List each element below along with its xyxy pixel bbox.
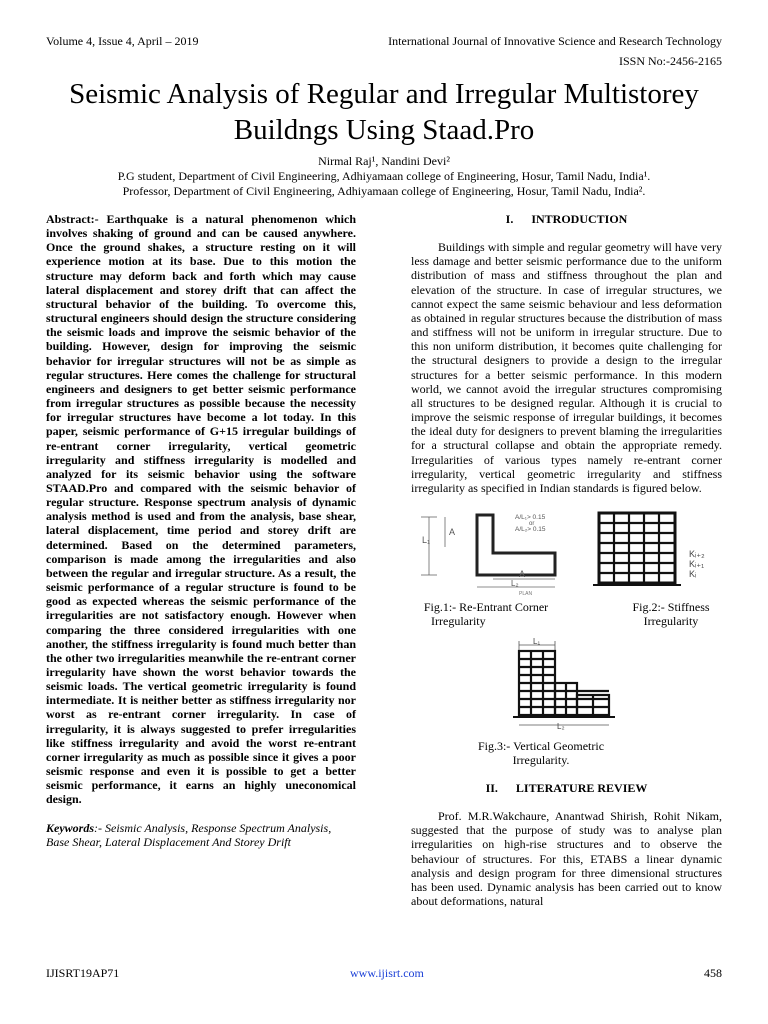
fig1-l2-label: L₂ [511,578,519,588]
fig1-caption [411,600,561,628]
section-heading-introduction [411,212,722,226]
footer-url[interactable]: www.ijisrt.com [350,966,424,980]
figure-3-block [411,637,722,767]
paper-title: Seismic Analysis of Regular and Irregular Multistorey Buildngs Using Staad.Pro [69,78,699,146]
fig1-plan-label: PLAN [519,590,533,597]
footer-paper-code: IJISRT19AP71 [46,966,120,980]
figure-row [411,509,722,631]
issn: ISSN No:-2456-2165 [618,54,722,68]
fig2-k2: Kᵢ₊₁ [689,558,705,569]
fig2-caption [617,600,725,628]
introduction-paragraph: Buildings with simple and regular geometry will have very less damage and better seismic performance due to the uniform distribution of mass and stiffness throughout the plan and elevation of the structure. In case of irregular structures, we cannot expect the same seismic behaviour and less deformation as obtained in regular structures because the distribution of mass and stiffness will not be uniform in irregular structure. Due to this non uniform distribution, it becomes quite challenging for the structural designers to provide a design to the irregular structures for a better seismic performance. In this modern world, we cannot avoid the irregular structures compromising all structures to be designed regular. Although it is crucial to improve the seismic response of irregular buildings, it becomes the ideal duty for designers to prevent blaming the irregularities for a structural collapse and obtain the appropriate remedy. Irregularities of various types namely re-entrant corner irregularity, vertical geometric irregularity and stiffness irregularity as specified in Indian standards is figured below. [411,240,722,495]
fig2-caption-line1: Fig.2:- Stiffness [632,599,710,614]
fig1-ratio1: A/L₁> 0.15 [515,513,546,521]
author-block [20,154,748,199]
fig1-caption-line2: Irregularity [431,613,486,628]
abstract: Abstract:- Earthquake is a natural phenomenon which involves shaking of ground and can be caused anywhere. Once the ground shakes, a structure resting on it will experience motion at its base. Due to this motion the structure may deform back and forth which may cause lateral displacement and storey drift that can affect the structural behavior of the building. To overcome this, structural engineers should design the structure considering the seismic loads and improve the seismic behavior of the building. However, design for improving the seismic behavior for irregular structures will not be as simple as regular structures. Here comes the challenge for structural engineers and designers to get better seismic performance from irregular structures as possible because the necessity for irregular structures have become a lot today. In this paper, seismic performance of G+15 irregular buildings of re-entrant corner irregularity, vertical geometric irregularity and stiffness irregularity is modelled and analyzed for its seismic behavior using the software STAAD.Pro and compared with the seismic behavior of regular structure. Response spectrum analysis of dynamic analysis method is used and from the analysis, base shear, lateral displacement, time period and storey drift are determined. Based on the determined parameters, comparison is made among the irregularities and also between the regular and irregular structure. As a result, the seismic performance of a regular structure is found to be good as expected whereas the seismic performance of the irregularities are not satisfactory enough. However when comparing the three considered irregularities with one another, the stiffness irregularity is found much better than the other two irregularities meanwhile the re-entrant corner irregularity have shown the worst behavior towards the seismic loads. The vertical geometric irregularity is found intermediate. It is neither better as stiffness irregularity nor worst as re-entrant corner irregularity. In case of irregularity, it is always suggested to prefer irregularities like stiffness irregularity and avoid the worst re-entrant corner irregularity as much as possible since it gives a poor seismic response and even it is possible to get a better seismic performance, it earns an highly uneconomical design. [46,212,356,807]
fig2-k3: Kᵢ [689,568,697,579]
fig2-caption-line2: Irregularity [643,613,699,628]
fig1-re-entrant-corner-diagram [419,509,569,597]
right-column [411,212,722,908]
section-title: LITERATURE REVIEW [515,780,648,795]
fig3-l2: L₂ [557,721,565,731]
volume-info: Volume 4, Issue 4, April – 2019 [46,34,199,48]
author-names: Nirmal Raj¹, Nandini Devi² [318,154,450,168]
section-number: I. [505,212,514,226]
left-column [46,212,356,849]
fig2-stiffness-diagram [593,509,723,597]
fig3-caption-line2: Irregularity. [512,752,570,767]
fig3-caption-line1: Fig.3:- Vertical Geometric [477,738,605,753]
fig1-caption-line1: Fig.1:- Re-Entrant Corner [423,599,549,614]
affiliation-2: Professor, Department of Civil Engineering, Adhiyamaan college of Engineering, Hosur, Tamil Nadu, India². [122,184,646,198]
section-number: II. [485,780,498,795]
fig1-a-side-label: A [449,526,456,537]
journal-name: International Journal of Innovative Science and Research Technology [388,34,722,48]
fig1-l1-label: L₁ [422,534,431,545]
section-heading-literature-review [411,781,722,795]
footer-page-number: 458 [704,966,722,980]
fig1-or: or [529,520,535,527]
section-title: INTRODUCTION [531,212,628,226]
keywords-text: :- Seismic Analysis, Response Spectrum Analysis, Base Shear, Lateral Displacement And Storey Drift [46,820,332,849]
literature-review-paragraph: Prof. M.R.Wakchaure, Anantwad Shirish, Rohit Nikam, suggested that the purpose of study was to analyse plan irregularities on high-rise structures and to observe the behaviour of structures. For this, ETABS a linear dynamic analysis and design program for three dimensional structures has been used. Dynamic analysis has been carried out to know about deformations, natural [411,809,722,909]
fig1-a-bottom-label: A [519,568,526,579]
keywords-label: Keywords [46,820,94,835]
keywords [46,821,356,849]
fig3-vertical-geometric-diagram [499,637,633,733]
fig2-k1: Kᵢ₊₂ [689,548,705,559]
affiliation-1: P.G student, Department of Civil Engineering, Adhiyamaan college of Engineering, Hosur, Tamil Nadu, India¹. [117,169,651,183]
fig1-ratio2: A/L₂> 0.15 [515,525,546,533]
fig3-l1: L₁ [533,636,541,646]
fig3-caption [461,739,621,767]
